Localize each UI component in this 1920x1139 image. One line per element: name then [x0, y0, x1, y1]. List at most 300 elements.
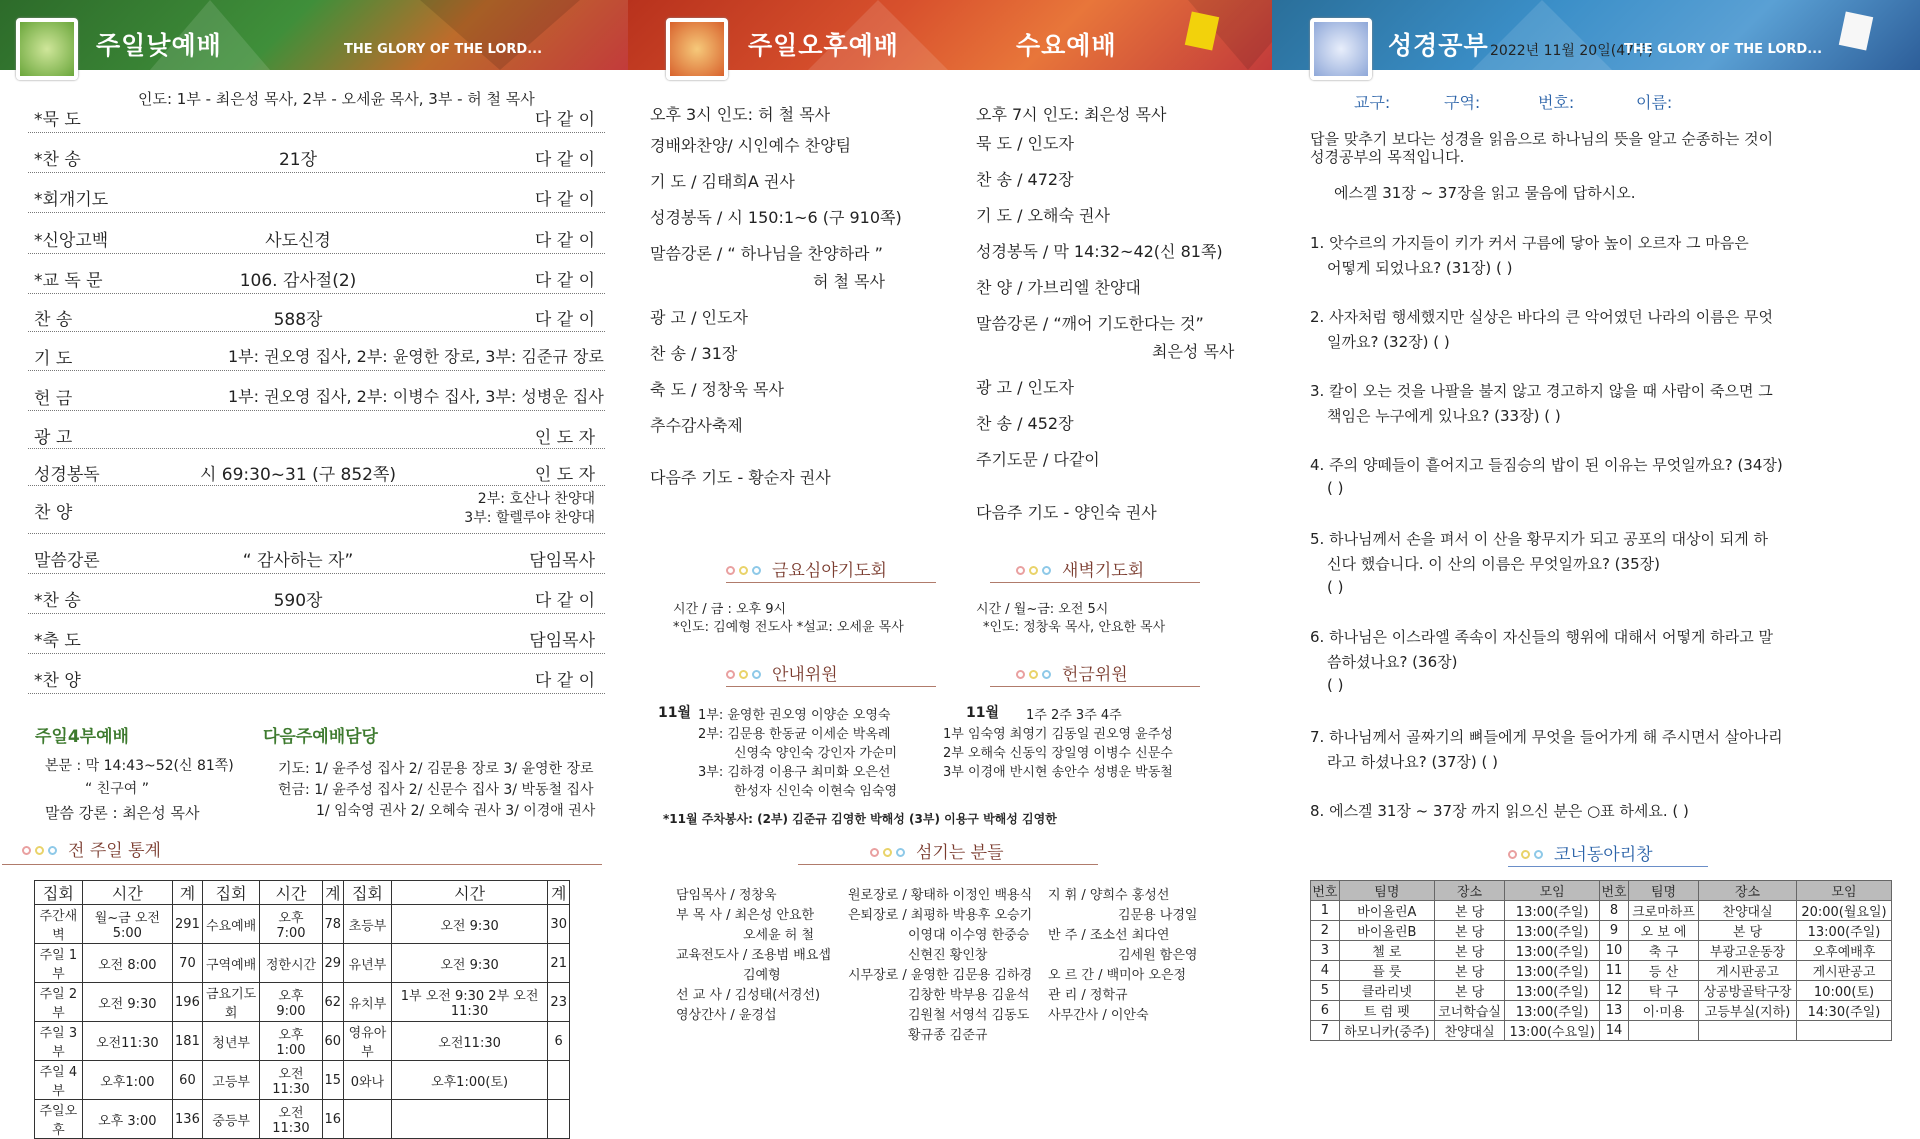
- stats-cell: 181: [173, 1022, 203, 1061]
- staff-line: 황규종 김준규: [908, 1028, 988, 1043]
- panel-sunday-service: [0, 0, 628, 1138]
- stats-cell: 오후1:00(토): [391, 1061, 548, 1100]
- club-cell: 본 당: [1434, 981, 1504, 1001]
- club-cell: 13:00(수요일): [1505, 1021, 1600, 1041]
- club-cell: 7: [1311, 1021, 1340, 1041]
- order-item: *찬 양: [34, 671, 81, 691]
- question-line: 일까요? (32장) ( ): [1327, 333, 1450, 351]
- next-week-title: 다음주예배담당: [263, 727, 378, 747]
- order-item: 헌 금: [34, 389, 73, 409]
- order-row: [28, 374, 605, 411]
- club-cell: 13: [1600, 1001, 1629, 1021]
- stats-cell: 계: [322, 881, 344, 905]
- order-leader: 인 도 자: [534, 428, 595, 448]
- club-cell: 3: [1311, 941, 1340, 961]
- stats-row: [35, 881, 570, 905]
- stats-cell: 오전 9:30: [391, 905, 548, 944]
- club-row: [1311, 961, 1892, 981]
- stats-cell: 16: [322, 1100, 344, 1139]
- club-cell: 게시판공고: [1699, 961, 1797, 981]
- order-item: 기 도: [34, 349, 73, 369]
- club-cell: 본 당: [1434, 921, 1504, 941]
- offering-line: 3부 이경애 반시현 송안수 성병운 박동철: [943, 765, 1173, 780]
- club-cell: 등 산: [1628, 961, 1698, 981]
- order-leader: 다 같 이: [534, 231, 595, 251]
- staff-line: 원로장로 / 황태하 이정인 백용식: [848, 888, 1033, 903]
- stats-cell: 월~금 오전 5:00: [82, 905, 172, 944]
- club-cell: 모임: [1505, 881, 1600, 901]
- stats-cell: 21: [548, 944, 570, 983]
- club-row: [1311, 1001, 1892, 1021]
- stats-cell: 오전 8:00: [82, 944, 172, 983]
- stats-cell: 계: [173, 881, 203, 905]
- stats-cell: 수요예배: [202, 905, 260, 944]
- header-subtitle: THE GLORY OF THE LORD...: [344, 42, 543, 57]
- offering-month: 11월: [966, 705, 1000, 721]
- staff-line: 김세원 함은영: [1118, 948, 1198, 963]
- stats-cell: 오전 9:30: [82, 983, 172, 1022]
- club-cell: 첼 로: [1339, 941, 1434, 961]
- stats-cell: 78: [322, 905, 344, 944]
- stats-cell: 시간: [260, 881, 322, 905]
- club-cell: 클라리넷: [1339, 981, 1434, 1001]
- stats-cell: 오후 7:00: [260, 905, 322, 944]
- stats-cell: 영유아부: [344, 1022, 392, 1061]
- club-cell: 바이올린B: [1339, 921, 1434, 941]
- club-cell: 팀명: [1628, 881, 1698, 901]
- stats-cell: 0와나: [344, 1061, 392, 1100]
- club-cell: 8: [1600, 901, 1629, 921]
- club-cell: 하모니카(중주): [1339, 1021, 1434, 1041]
- stats-cell: 주간새벽: [35, 905, 83, 944]
- next-week-line: 기도: 1/ 윤주성 집사 2/ 김문용 장로 3/ 윤영한 장로: [278, 761, 594, 777]
- stats-heading: [22, 836, 161, 861]
- afternoon-line: 기 도 / 김태희A 권사: [650, 172, 795, 191]
- order-leader: 다 같 이: [534, 150, 595, 170]
- order-row: [28, 450, 605, 486]
- stats-row: [35, 1022, 570, 1061]
- question-line: 2. 사자처럼 행세했지만 실상은 바다의 큰 악어였던 나라의 이름은 무엇: [1310, 308, 1773, 326]
- header-subtitle: THE GLORY OF THE LORD...: [1624, 42, 1823, 57]
- flower-photo-icon: [1310, 18, 1372, 80]
- order-row: [28, 413, 605, 449]
- wednesday-line: 찬 송 / 472장: [976, 170, 1074, 189]
- stats-cell: 오전11:30: [260, 1100, 322, 1139]
- club-cell: [1628, 1021, 1698, 1041]
- stats-cell: 15: [322, 1061, 344, 1100]
- guide-line: 신영숙 양인숙 강인자 가순미: [734, 746, 898, 761]
- question-line: ( ): [1327, 676, 1344, 694]
- question-line: 책임은 누구에게 있나요? (33장) ( ): [1327, 407, 1561, 425]
- wednesday-line: 묵 도 / 인도자: [976, 134, 1074, 153]
- stats-cell: 오전 9:30: [391, 944, 548, 983]
- stats-cell: 오후1:00: [82, 1061, 172, 1100]
- wednesday-line: 성경봉독 / 막 14:32~42(신 81쪽): [976, 242, 1223, 261]
- stats-cell: 오전11:30: [260, 1061, 322, 1100]
- order-content: 1부: 권오영 집사, 2부: 윤영한 장로, 3부: 김준규 장로: [228, 347, 604, 366]
- staff-line: 오세윤 허 철: [743, 928, 815, 943]
- order-item: 찬 양: [34, 503, 73, 523]
- friday-leader: *인도: 김예형 전도사 *설교: 오세윤 목사: [673, 620, 904, 635]
- next-week-line: 헌금: 1/ 윤주성 집사 2/ 신문수 집사 3/ 박동철 집사: [278, 782, 594, 798]
- club-cell: 플 룻: [1339, 961, 1434, 981]
- club-cell: 4: [1311, 961, 1340, 981]
- stats-cell: [548, 1100, 570, 1139]
- club-cell: 2: [1311, 921, 1340, 941]
- order-row: [28, 175, 605, 213]
- order-content: 588장: [273, 310, 323, 330]
- stats-cell: 1부 오전 9:30 2부 오전 11:30: [391, 983, 548, 1022]
- guide-line: 1부: 윤영한 권오영 이양순 오영숙: [698, 708, 891, 723]
- afternoon-line: 허 철 목사: [813, 272, 885, 291]
- staff-line: 이영대 이수영 한중승: [908, 928, 1030, 943]
- service-leaders: 인도: 1부 - 최은성 목사, 2부 - 오세윤 목사, 3부 - 허 철 목사: [138, 90, 535, 108]
- club-cell: 번호: [1600, 881, 1629, 901]
- stats-cell: 30: [548, 905, 570, 944]
- field-district: 교구:: [1354, 93, 1391, 112]
- afternoon-line: 말씀강론 / “ 하나님을 찬양하라 ”: [650, 244, 883, 263]
- stats-cell: 집회: [202, 881, 260, 905]
- order-row: [28, 216, 605, 254]
- wednesday-line: 다음주 기도 - 양인숙 권사: [976, 503, 1157, 522]
- club-cell: 오후예배후: [1796, 941, 1891, 961]
- stats-row: [35, 983, 570, 1022]
- club-cell: 10: [1600, 941, 1629, 961]
- stats-cell: 오전11:30: [391, 1022, 548, 1061]
- club-row: [1311, 921, 1892, 941]
- staff-line: 오 르 간 / 백미아 오은정: [1048, 968, 1187, 983]
- stats-cell: 주일 3부: [35, 1022, 83, 1061]
- staff-line: 관 리 / 정학규: [1048, 988, 1128, 1003]
- question-line: 씀하셨나요? (36장): [1327, 653, 1458, 671]
- afternoon-line: 광 고 / 인도자: [650, 308, 748, 327]
- order-leader: 담임목사: [529, 551, 595, 571]
- order-leader: 2부: 호산나 찬양대: [477, 491, 595, 507]
- order-item: *찬 송: [34, 591, 81, 611]
- dawn-leader: *인도: 정창욱 목사, 안요한 목사: [983, 620, 1166, 635]
- stats-cell: 시간: [82, 881, 172, 905]
- club-cell: 6: [1311, 1001, 1340, 1021]
- stats-table: [34, 880, 570, 1139]
- wednesday-line: 찬 양 / 가브리엘 찬양대: [976, 278, 1141, 297]
- club-cell: 크로마하프: [1628, 901, 1698, 921]
- next-week-line: 1/ 임숙영 권사 2/ 오혜숙 권사 3/ 이경애 권사: [316, 803, 596, 819]
- club-cell: 번호: [1311, 881, 1340, 901]
- stats-cell: 정한시간: [260, 944, 322, 983]
- stats-cell: 주일오후: [35, 1100, 83, 1139]
- panel-afternoon-service: [628, 0, 1272, 1061]
- order-item: *신앙고백: [34, 231, 109, 251]
- order-row: [28, 256, 605, 294]
- afternoon-line: 오후 3시 인도: 허 철 목사: [650, 105, 831, 124]
- club-cell: 모임: [1796, 881, 1891, 901]
- order-content: 1부: 권오영 집사, 2부: 이병수 집사, 3부: 성병운 집사: [228, 387, 604, 406]
- stats-cell: 오후 3:00: [82, 1100, 172, 1139]
- afternoon-line: 축 도 / 정창욱 목사: [650, 380, 784, 399]
- order-item: *교 독 문: [34, 271, 103, 291]
- guide-line: 2부: 김문용 한동균 이세순 박옥례: [698, 727, 891, 742]
- order-item: 광 고: [34, 428, 73, 448]
- header-banner: [0, 0, 628, 70]
- club-cell: 13:00(주일): [1796, 921, 1891, 941]
- club-cell: 오 보 에: [1628, 921, 1698, 941]
- staff-line: 시무장로 / 윤영한 김문용 김하경: [848, 968, 1033, 983]
- stats-cell: 중등부: [202, 1100, 260, 1139]
- stats-cell: 초등부: [344, 905, 392, 944]
- stats-cell: 29: [322, 944, 344, 983]
- club-cell: 상공방골탁구장: [1699, 981, 1797, 1001]
- stats-cell: 23: [548, 983, 570, 1022]
- club-cell: 바이올린A: [1339, 901, 1434, 921]
- club-cell: 14:30(주일): [1796, 1001, 1891, 1021]
- guide-line: 3부: 김하경 이용구 최미화 오은선: [698, 765, 891, 780]
- staff-line: 부 목 사 / 최은성 안요한: [676, 908, 815, 923]
- question-line: 7. 하나님께서 골짜기의 뼈들에게 무엇을 들어가게 해 주시면서 살아나리: [1310, 728, 1783, 746]
- order-leader: 인 도 자: [534, 465, 595, 485]
- dawn-time: 시간 / 월~금: 오전 5시: [976, 602, 1109, 617]
- club-row: [1311, 981, 1892, 1001]
- offering-line: 1부 임숙영 최영기 김동일 권오영 윤주성: [943, 727, 1173, 742]
- stats-cell: 136: [173, 1100, 203, 1139]
- question-line: ( ): [1327, 578, 1344, 596]
- order-content: 21장: [278, 150, 318, 170]
- stats-title: 전 주일 통계: [68, 841, 161, 861]
- stats-cell: 60: [173, 1061, 203, 1100]
- order-row: [28, 536, 605, 574]
- order-content: 106. 감사절(2): [239, 271, 357, 291]
- stats-cell: 주일 1부: [35, 944, 83, 983]
- intro-line: 성경공부의 목적입니다.: [1310, 148, 1465, 166]
- parking-volunteers: *11월 주차봉사: (2부) 김준규 김영한 박해성 (3부) 이용구 박해성 김영한: [663, 812, 1057, 826]
- field-area: 구역:: [1444, 93, 1481, 112]
- club-cell: 찬양대실: [1699, 901, 1797, 921]
- question-line: 8. 에스겔 31장 ~ 37장 까지 읽으신 분은 ○표 하세요. ( ): [1310, 802, 1689, 820]
- club-cell: 9: [1600, 921, 1629, 941]
- order-item: 성경봉독: [34, 465, 100, 485]
- stats-cell: 구역예배: [202, 944, 260, 983]
- staff-line: 김문용 나경일: [1118, 908, 1198, 923]
- club-cell: 13:00(주일): [1505, 961, 1600, 981]
- club-row: [1311, 1021, 1892, 1041]
- afternoon-line: 다음주 기도 - 황순자 권사: [650, 468, 831, 487]
- club-cell: 14: [1600, 1021, 1629, 1041]
- afternoon-line: 성경봉독 / 시 150:1~6 (구 910쪽): [650, 208, 902, 227]
- club-cell: 12: [1600, 981, 1629, 1001]
- friday-time: 시간 / 금 : 오후 9시: [673, 602, 787, 617]
- staff-line: 지 휘 / 양희수 홍성선: [1048, 888, 1170, 903]
- offering-weeks: 1주 2주 3주 4주: [1026, 708, 1122, 723]
- wednesday-line: 찬 송 / 452장: [976, 414, 1074, 433]
- order-leader: 다 같 이: [534, 271, 595, 291]
- order-leader: 다 같 이: [534, 671, 595, 691]
- stats-cell: 오전11:30: [82, 1022, 172, 1061]
- staff-line: 은퇴장로 / 최평하 박용후 오승기: [848, 908, 1033, 923]
- stats-cell: 시간: [391, 881, 548, 905]
- wednesday-line: 주기도문 / 다같이: [976, 450, 1100, 469]
- question-line: 라고 하셨나요? (37장) ( ): [1327, 753, 1498, 771]
- order-item: *묵 도: [34, 110, 81, 130]
- club-cell: 본 당: [1434, 941, 1504, 961]
- guide-month: 11월: [658, 705, 692, 721]
- club-cell: 본 당: [1434, 901, 1504, 921]
- staff-line: 사무간사 / 이안숙: [1048, 1008, 1149, 1023]
- club-cell: [1699, 1021, 1797, 1041]
- question-line: 1. 앗수르의 가지들이 키가 커서 구름에 닿아 높이 오르자 그 마음은: [1310, 234, 1749, 252]
- staff-line: 김예형: [743, 968, 781, 983]
- order-item: *축 도: [34, 631, 81, 651]
- club-cell: 11: [1600, 961, 1629, 981]
- order-content: 590장: [273, 591, 323, 611]
- order-row: [28, 616, 605, 654]
- fourth-service-sermon: “ 친구여 ”: [85, 781, 149, 797]
- guide-heading: 안내위원: [726, 660, 838, 685]
- club-row: [1311, 881, 1892, 901]
- wednesday-line: 광 고 / 인도자: [976, 378, 1074, 397]
- stats-cell: 주일 2부: [35, 983, 83, 1022]
- stats-cell: 6: [548, 1022, 570, 1061]
- order-row: [28, 295, 605, 332]
- question-line: 6. 하나님은 이스라엘 족속이 자신들의 행위에 대해서 어떻게 하라고 말: [1310, 628, 1773, 646]
- question-line: 신다 했습니다. 이 산의 이름은 무엇일까요? (35장): [1327, 555, 1660, 573]
- field-name: 이름:: [1636, 93, 1673, 112]
- stats-cell: 고등부: [202, 1061, 260, 1100]
- club-cell: 13:00(주일): [1505, 901, 1600, 921]
- stats-cell: 집회: [35, 881, 83, 905]
- club-cell: 트 럼 펫: [1339, 1001, 1434, 1021]
- wednesday-title: 수요예배: [1016, 31, 1117, 60]
- club-table: [1310, 880, 1892, 1041]
- club-cell: 장소: [1699, 881, 1797, 901]
- staff-line: 반 주 / 조소선 최다연: [1048, 928, 1170, 943]
- offering-heading: 헌금위원: [1016, 660, 1128, 685]
- club-cell: 고등부실(지하): [1699, 1001, 1797, 1021]
- staff-line: 신현진 황인창: [908, 948, 988, 963]
- wednesday-line: 말씀강론 / “깨어 기도한다는 것”: [976, 314, 1204, 333]
- leaf-photo-icon: [16, 18, 78, 80]
- order-leader: 담임목사: [529, 631, 595, 651]
- stats-cell: 70: [173, 944, 203, 983]
- staff-line: 교육전도사 / 조용범 배요셉: [676, 948, 831, 963]
- club-cell: 게시판공고: [1796, 961, 1891, 981]
- afternoon-line: 경배와찬양/ 시인예수 찬양팀: [650, 136, 852, 155]
- afternoon-line: 추수감사축제: [650, 416, 743, 435]
- order-leader: 다 같 이: [534, 310, 595, 330]
- food-photo-icon: [666, 18, 728, 80]
- stats-cell: 62: [322, 983, 344, 1022]
- order-leader: 다 같 이: [534, 190, 595, 210]
- stats-row: [35, 1061, 570, 1100]
- instructions: 에스겔 31장 ~ 37장을 읽고 물음에 답하시오.: [1334, 184, 1636, 202]
- club-cell: 13:00(주일): [1505, 941, 1600, 961]
- wednesday-line: 최은성 목사: [1152, 342, 1235, 361]
- club-cell: 13:00(주일): [1505, 1001, 1600, 1021]
- order-row: [28, 95, 605, 133]
- intro-line: 답을 맞추기 보다는 성경을 읽음으로 하나님의 뜻을 알고 순종하는 것이: [1310, 130, 1774, 148]
- staff-line: 김창한 박부용 김윤석: [908, 988, 1030, 1003]
- order-row: [28, 135, 605, 173]
- stats-row: [35, 944, 570, 983]
- stats-cell: 집회: [344, 881, 392, 905]
- club-cell: 탁 구: [1628, 981, 1698, 1001]
- stats-cell: 주일 4부: [35, 1061, 83, 1100]
- club-cell: [1796, 1021, 1891, 1041]
- club-cell: 팀명: [1339, 881, 1434, 901]
- club-row: [1311, 941, 1892, 961]
- club-cell: 5: [1311, 981, 1340, 1001]
- club-cell: 본 당: [1434, 961, 1504, 981]
- afternoon-line: 찬 송 / 31장: [650, 344, 738, 363]
- panel-bible-study: [1272, 0, 1920, 1061]
- stats-cell: [344, 1100, 392, 1139]
- question-line: 5. 하나님께서 손을 펴서 이 산을 황무지가 되고 공포의 대상이 되게 하: [1310, 530, 1768, 548]
- fourth-service-preacher: 말씀 강론 : 최은성 목사: [45, 804, 200, 822]
- order-row: [28, 576, 605, 614]
- stats-cell: 유년부: [344, 944, 392, 983]
- order-row: [28, 656, 605, 694]
- guide-line: 한성자 신인숙 이현숙 임숙영: [734, 784, 898, 799]
- club-cell: 13:00(주일): [1505, 981, 1600, 1001]
- section-title: 주일낮예배: [96, 31, 222, 60]
- order-row: [28, 334, 605, 371]
- question-line: 4. 주의 양떼들이 흩어지고 들짐승의 밥이 된 이유는 무엇일까요? (34장): [1310, 456, 1783, 474]
- staff-line: 영상간사 / 윤경섭: [676, 1008, 777, 1023]
- stats-cell: 계: [548, 881, 570, 905]
- serve-heading: 섬기는 분들: [870, 838, 1004, 863]
- club-cell: 코너학습실: [1434, 1001, 1504, 1021]
- fourth-service-title: 주일4부예배: [35, 727, 129, 747]
- stats-cell: 60: [322, 1022, 344, 1061]
- order-leader: 다 같 이: [534, 591, 595, 611]
- stats-cell: 오후 1:00: [260, 1022, 322, 1061]
- club-cell: 13:00(주일): [1505, 921, 1600, 941]
- order-content: “ 감사하는 자”: [242, 551, 354, 571]
- question-line: 어떻게 되었나요? (31장) ( ): [1327, 259, 1513, 277]
- question-line: ( ): [1327, 479, 1344, 497]
- wednesday-line: 오후 7시 인도: 최은성 목사: [976, 105, 1167, 124]
- stats-row: [35, 905, 570, 944]
- club-row: [1311, 901, 1892, 921]
- order-item: 찬 송: [34, 310, 73, 330]
- stats-cell: 196: [173, 983, 203, 1022]
- friday-heading: 금요심야기도회: [726, 556, 887, 581]
- field-number: 번호:: [1538, 93, 1575, 112]
- staff-line: 담임목사 / 정창욱: [676, 888, 777, 903]
- club-cell: 10:00(토): [1796, 981, 1891, 1001]
- stats-cell: 청년부: [202, 1022, 260, 1061]
- study-title: 성경공부: [1388, 31, 1489, 60]
- club-cell: 찬양대실: [1434, 1021, 1504, 1041]
- stats-cell: [391, 1100, 548, 1139]
- order-item: *회개기도: [34, 190, 109, 210]
- order-row: [28, 488, 605, 534]
- stats-cell: 금요기도회: [202, 983, 260, 1022]
- order-content: 시 69:30~31 (구 852쪽): [199, 465, 397, 485]
- club-cell: 장소: [1434, 881, 1504, 901]
- staff-line: 선 교 사 / 김성태(서경선): [676, 988, 821, 1003]
- dawn-heading: 새벽기도회: [1016, 556, 1144, 581]
- study-date: 2022년 11월 20일(47주): [1490, 43, 1653, 59]
- order-item: *찬 송: [34, 150, 81, 170]
- order-leader: 3부: 할렐루야 찬양대: [464, 510, 595, 526]
- staff-line: 김원철 서영석 김동도: [908, 1008, 1030, 1023]
- club-cell: 이·미용: [1628, 1001, 1698, 1021]
- afternoon-title: 주일오후예배: [748, 31, 899, 60]
- stats-cell: 오후 9:00: [260, 983, 322, 1022]
- order-leader: 다 같 이: [534, 110, 595, 130]
- club-cell: 본 당: [1699, 921, 1797, 941]
- offering-line: 2부 오해숙 신동익 장일영 이병수 신문수: [943, 746, 1173, 761]
- choir-heading: 코너동아리창: [1508, 840, 1653, 865]
